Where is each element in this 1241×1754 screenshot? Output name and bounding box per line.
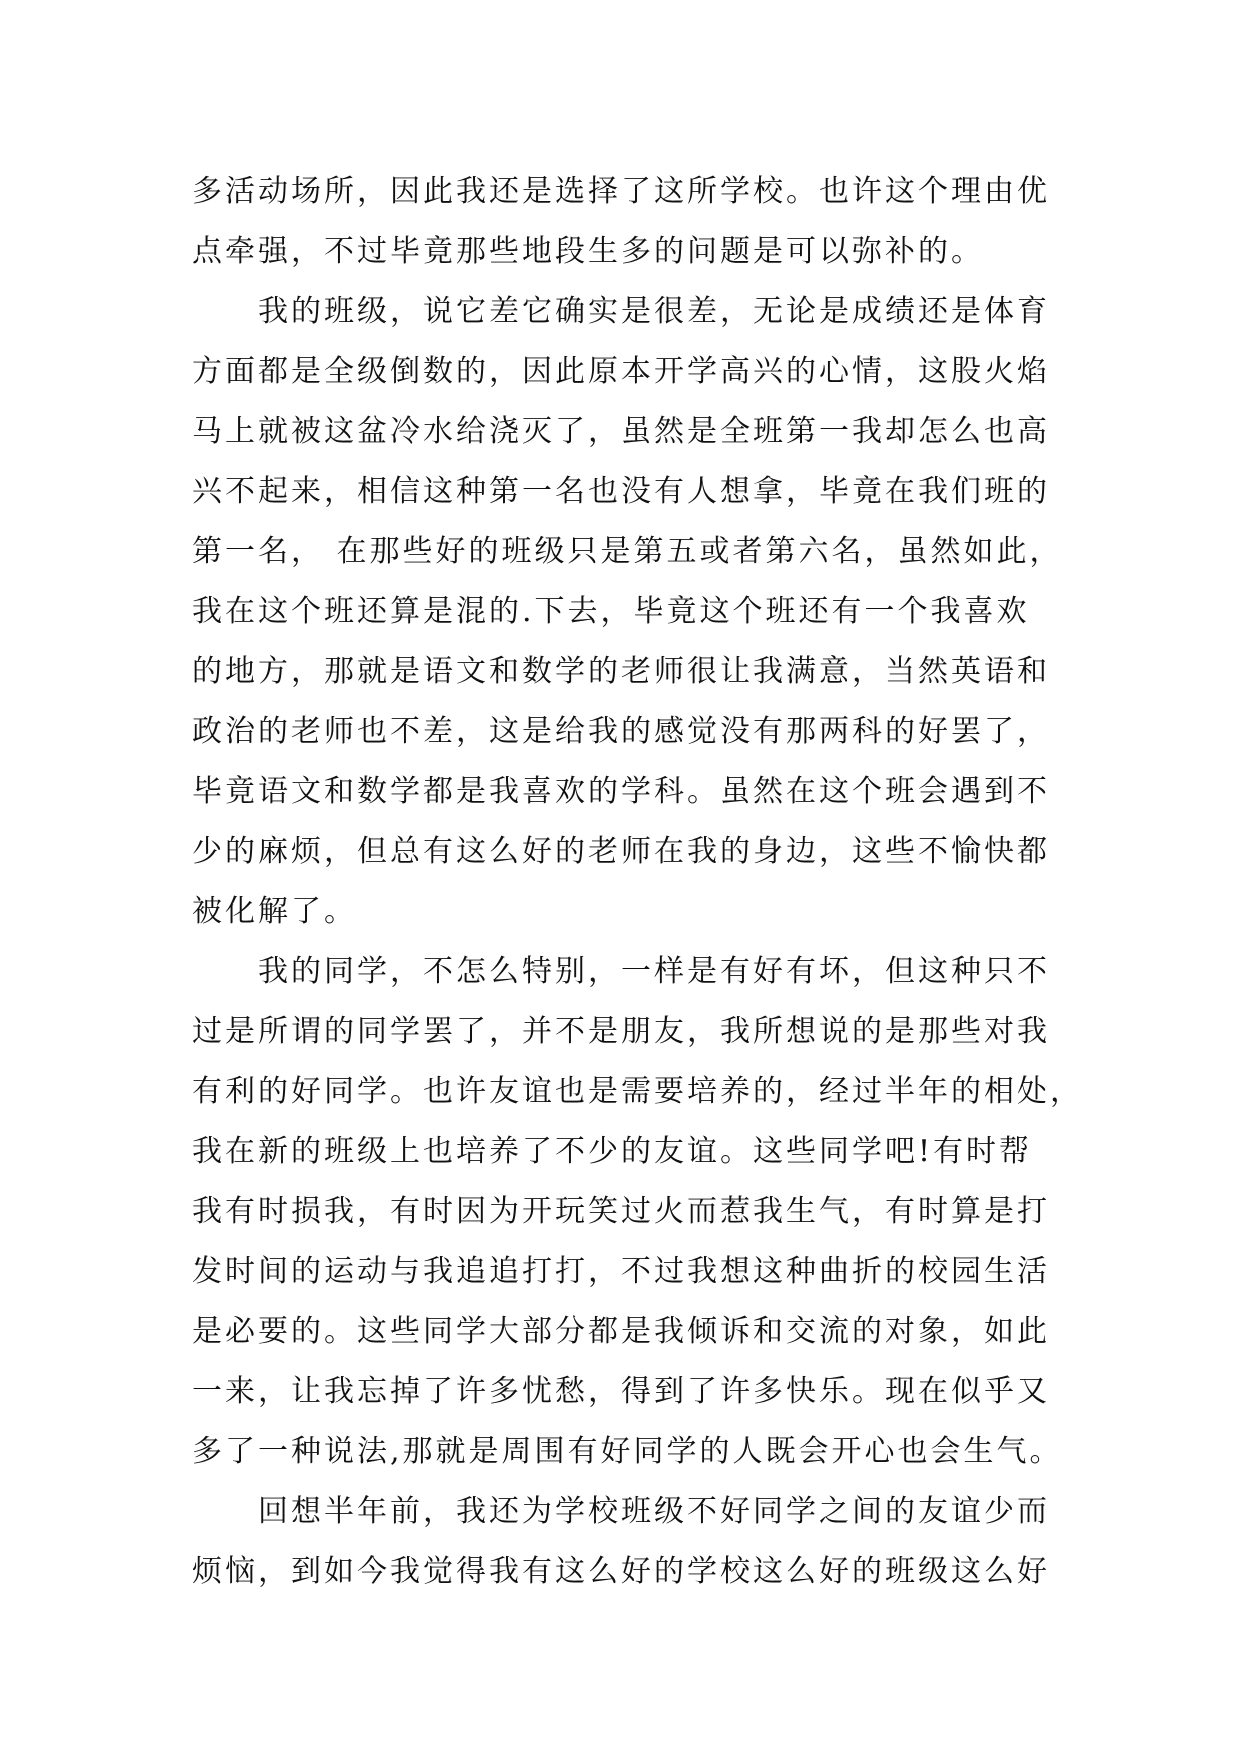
text-line: 被化解了。 bbox=[192, 894, 357, 929]
text-line: 我在这个班还算是混的.下去，毕竟这个班还有一个我喜欢 bbox=[192, 594, 1030, 629]
paragraph bbox=[192, 942, 1083, 1482]
text-line: 我的班级，说它差它确实是很差，无论是成绩还是体育 bbox=[258, 294, 1050, 329]
text-line: 是必要的。这些同学大部分都是我倾诉和交流的对象，如此 bbox=[192, 1314, 1050, 1349]
text-line: 一来，让我忘掉了许多忧愁，得到了许多快乐。现在似乎又 bbox=[192, 1374, 1050, 1409]
text-line: 发时间的运动与我追追打打，不过我想这种曲折的校园生活 bbox=[192, 1254, 1050, 1289]
paragraph bbox=[192, 162, 1072, 282]
text-line: 我在新的班级上也培养了不少的友谊。这些同学吧!有时帮 bbox=[192, 1134, 1033, 1169]
text-line: 点牵强，不过毕竟那些地段生多的问题是可以弥补的。 bbox=[192, 234, 984, 269]
paragraph bbox=[192, 282, 1072, 942]
paragraph bbox=[192, 1482, 1072, 1602]
text-line: 多了一种说法,那就是周围有好同学的人既会开心也会生气。 bbox=[192, 1434, 1063, 1469]
text-line: 政治的老师也不差，这是给我的感觉没有那两科的好罢了， bbox=[192, 714, 1050, 749]
text-line: 马上就被这盆冷水给浇灭了，虽然是全班第一我却怎么也高 bbox=[192, 414, 1050, 449]
text-line: 兴不起来，相信这种第一名也没有人想拿，毕竟在我们班的 bbox=[192, 474, 1050, 509]
text-line: 我的同学，不怎么特别，一样是有好有坏，但这种只不 bbox=[258, 954, 1050, 989]
text-line: 第一名， 在那些好的班级只是第五或者第六名，虽然如此， bbox=[192, 534, 1063, 569]
text-line: 多活动场所，因此我还是选择了这所学校。也许这个理由优 bbox=[192, 174, 1050, 209]
text-line: 的地方，那就是语文和数学的老师很让我满意，当然英语和 bbox=[192, 654, 1050, 689]
text-line: 毕竟语文和数学都是我喜欢的学科。虽然在这个班会遇到不 bbox=[192, 774, 1050, 809]
text-line: 我有时损我，有时因为开玩笑过火而惹我生气，有时算是打 bbox=[192, 1194, 1050, 1229]
text-line: 少的麻烦，但总有这么好的老师在我的身边，这些不愉快都 bbox=[192, 834, 1050, 869]
document-body bbox=[192, 162, 1083, 1602]
text-line: 过是所谓的同学罢了，并不是朋友，我所想说的是那些对我 bbox=[192, 1014, 1050, 1049]
text-line: 方面都是全级倒数的，因此原本开学高兴的心情，这股火焰 bbox=[192, 354, 1050, 389]
text-line: 回想半年前，我还为学校班级不好同学之间的友谊少而 bbox=[258, 1494, 1050, 1529]
text-line: 烦恼，到如今我觉得我有这么好的学校这么好的班级这么好 bbox=[192, 1554, 1050, 1589]
text-line: 有利的好同学。也许友谊也是需要培养的，经过半年的相处， bbox=[192, 1074, 1083, 1109]
